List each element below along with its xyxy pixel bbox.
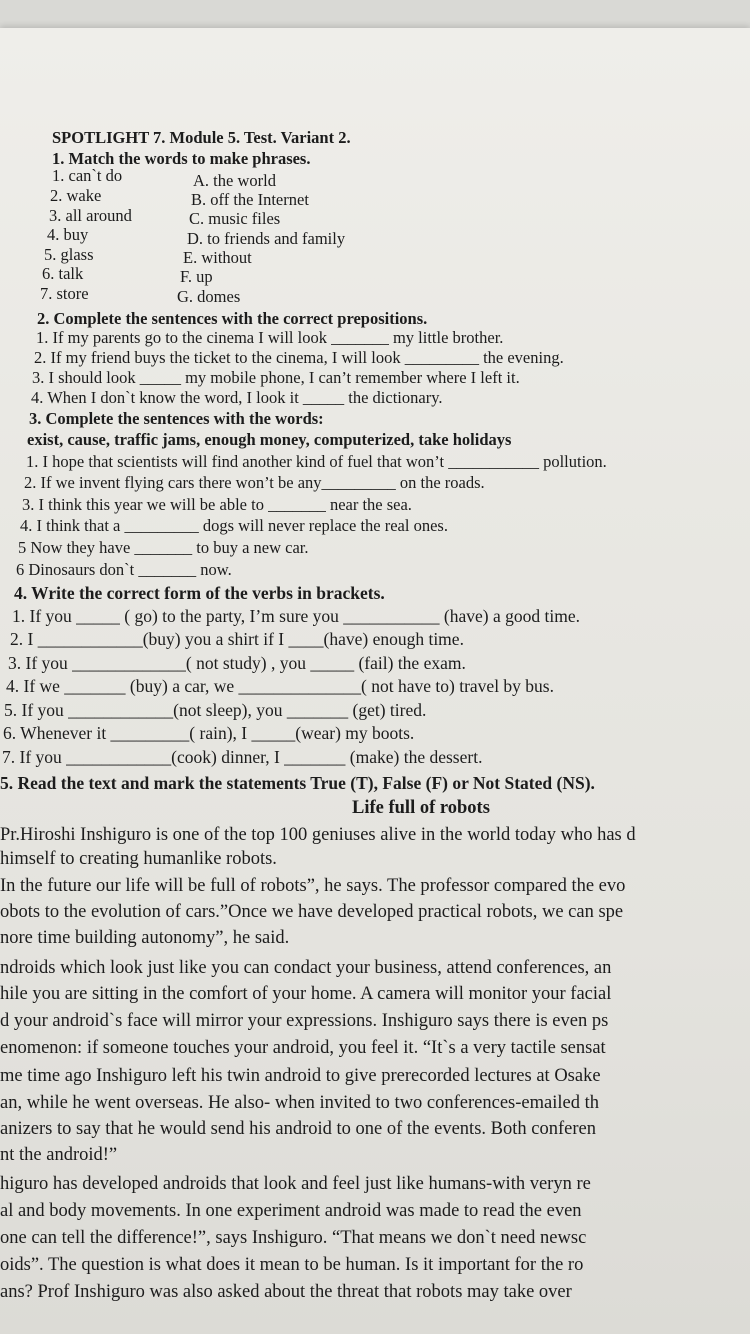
task1-left-2: 2. wake <box>50 186 102 205</box>
text-line-18: ans? Prof Inshiguro was also asked about the threat that robots may take over <box>0 1282 572 1302</box>
task1-right-5: E. without <box>183 248 252 267</box>
test-paper <box>0 28 750 1334</box>
task3-heading: 3. Complete the sentences with the words: <box>29 409 324 428</box>
text-line-7: hile you are sitting in the comfort of your home. A camera will monitor your facial <box>0 984 612 1004</box>
text-line-9: enomenon: if someone touches your android, you feel it. “It`s a very tactile sensat <box>0 1038 606 1058</box>
page-title: SPOTLIGHT 7. Module 5. Test. Variant 2. <box>52 128 351 147</box>
text-line-2: himself to creating humanlike robots. <box>0 849 277 869</box>
task1-left-5: 5. glass <box>44 245 94 264</box>
task3-line-3: 3. I think this year we will be able to _______ near the sea. <box>22 495 412 514</box>
task1-right-3: C. music files <box>189 209 281 228</box>
text-line-14: higuro has developed androids that look and feel just like humans-with veryn re <box>0 1174 591 1194</box>
task5-heading: 5. Read the text and mark the statements True (T), False (F) or Not Stated (NS). <box>0 773 595 793</box>
task4-line-3: 3. If you _____________( not study) , you _____ (fail) the exam. <box>8 653 466 673</box>
text-line-8: d your android`s face will mirror your expressions. Inshiguro says there is even ps <box>0 1011 609 1031</box>
task4-line-1: 1. If you _____ ( go) to the party, I’m sure you ___________ (have) a good time. <box>12 606 580 626</box>
task1-right-4: D. to friends and family <box>187 229 346 248</box>
task3-word-list: exist, cause, traffic jams, enough money, computerized, take holidays <box>27 430 512 449</box>
task1-left-7: 7. store <box>40 284 89 303</box>
task1-heading: 1. Match the words to make phrases. <box>52 149 311 168</box>
task3-line-1: 1. I hope that scientists will find another kind of fuel that won’t ___________ pollution. <box>26 452 607 471</box>
text-line-1: Pr.Hiroshi Inshiguro is one of the top 100 geniuses alive in the world today who has d <box>0 825 636 845</box>
task4-heading: 4. Write the correct form of the verbs in brackets. <box>14 583 385 603</box>
task1-left-1: 1. can`t do <box>52 166 123 185</box>
text-line-4: obots to the evolution of cars.”Once we have developed practical robots, we can spe <box>0 902 624 922</box>
task3-line-5: 5 Now they have _______ to buy a new car. <box>18 538 309 557</box>
text-line-17: oids”. The question is what does it mean to be human. Is it important for the ro <box>0 1255 584 1275</box>
task1-right-2: B. off the Internet <box>191 190 309 209</box>
text-line-12: anizers to say that he would send his android to one of the events. Both conferen <box>0 1119 596 1139</box>
task3-line-2: 2. If we invent flying cars there won’t be any_________ on the roads. <box>24 473 485 492</box>
task3-line-4: 4. I think that a _________ dogs will never replace the real ones. <box>20 516 448 535</box>
task4-line-7: 7. If you ____________(cook) dinner, I _______ (make) the dessert. <box>2 747 483 767</box>
text-line-5: nore time building autonomy”, he said. <box>0 928 290 948</box>
task1-right-7: G. domes <box>177 287 241 306</box>
text-line-13: nt the android!” <box>0 1145 118 1165</box>
text-line-6: ndroids which look just like you can condact your business, attend conferences, an <box>0 958 612 978</box>
text-line-11: an, while he went overseas. He also- when invited to two conferences-emailed th <box>0 1093 599 1113</box>
task2-line-2: 2. If my friend buys the ticket to the cinema, I will look _________ the evening. <box>34 348 564 367</box>
task4-line-2: 2. I ____________(buy) you a shirt if I ____(have) enough time. <box>10 629 464 649</box>
task2-line-4: 4. When I don`t know the word, I look it _____ the dictionary. <box>31 388 443 407</box>
text-line-16: one can tell the difference!”, says Inshiguro. “That means we don`t need newsc <box>0 1228 587 1248</box>
task3-line-6: 6 Dinosaurs don`t _______ now. <box>16 560 232 579</box>
text-line-15: al and body movements. In one experiment android was made to read the even <box>0 1201 582 1221</box>
task4-line-4: 4. If we _______ (buy) a car, we ______________( not have to) travel by bus. <box>6 676 554 696</box>
task2-line-3: 3. I should look _____ my mobile phone, I can’t remember where I left it. <box>32 368 520 387</box>
task4-line-6: 6. Whenever it _________( rain), I _____(wear) my boots. <box>3 723 415 743</box>
text-title: Life full of robots <box>352 798 490 818</box>
task4-line-5: 5. If you ____________(not sleep), you _______ (get) tired. <box>4 700 427 720</box>
text-line-3: In the future our life will be full of robots”, he says. The professor compared the evo <box>0 876 626 896</box>
task1-right-6: F. up <box>180 267 213 286</box>
task2-heading: 2. Complete the sentences with the correct prepositions. <box>37 309 428 328</box>
text-line-10: me time ago Inshiguro left his twin android to give prerecorded lectures at Osake <box>0 1066 601 1086</box>
task1-right-1: A. the world <box>193 171 276 190</box>
task1-left-3: 3. all around <box>49 206 132 225</box>
task1-left-6: 6. talk <box>42 264 84 283</box>
task2-line-1: 1. If my parents go to the cinema I will look _______ my little brother. <box>36 328 504 347</box>
task1-left-4: 4. buy <box>47 225 89 244</box>
